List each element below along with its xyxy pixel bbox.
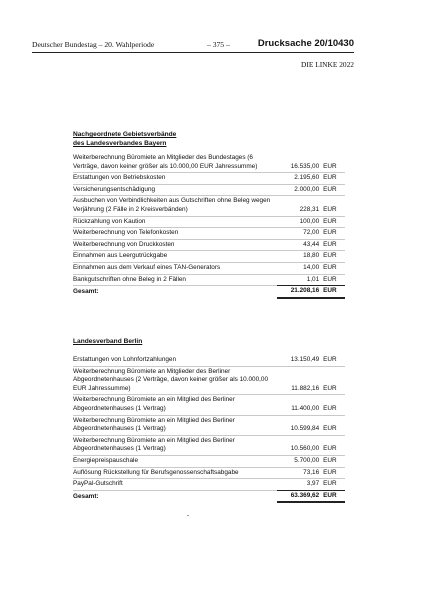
table-row <box>73 173 345 185</box>
row-description: Bankgutschriften ohne Beleg in 2 Fällen <box>73 274 277 286</box>
row-description: Rückzahlung von Kaution <box>73 216 277 228</box>
row-currency: EUR <box>323 479 345 491</box>
table-row <box>73 251 345 263</box>
row-amount: 16.535,00 <box>277 153 323 173</box>
row-amount: 3,97 <box>277 479 323 491</box>
row-currency: EUR <box>323 274 345 286</box>
row-currency: EUR <box>323 366 345 395</box>
row-description: Erstattungen von Lohnfortzahlungen <box>73 355 277 366</box>
row-currency: EUR <box>323 239 345 251</box>
row-description: Versicherungsentschädigung <box>73 184 277 196</box>
row-description: PayPal-Gutschrift <box>73 479 277 491</box>
row-amount: 10.560,00 <box>277 435 323 455</box>
section2-table <box>73 355 345 503</box>
row-currency: EUR <box>323 153 345 173</box>
row-amount: 13.150,49 <box>277 355 323 366</box>
row-description: Auflösung Rückstellung für Berufsgenossenschaftsabgabe <box>73 467 277 479</box>
row-currency: EUR <box>323 355 345 366</box>
page-header <box>32 38 354 52</box>
section1-title-line1: Nachgeordnete Gebietsverbände <box>73 131 177 138</box>
row-description: Weiterberechnung Büromiete an Mitglieder des Bundestages (6 Verträge, davon keiner größer als 10.000,00 EUR Jahressumme) <box>73 153 277 173</box>
table-row <box>73 262 345 274</box>
row-amount: 2.195,60 <box>277 173 323 185</box>
row-amount: 11.400,00 <box>277 395 323 415</box>
row-currency: EUR <box>323 196 345 216</box>
total-label: Gesamt: <box>73 288 99 296</box>
row-amount: 11.882,16 <box>277 366 323 395</box>
row-currency: EUR <box>323 262 345 274</box>
total-row <box>73 490 345 502</box>
party-line: DIE LINKE 2022 <box>301 60 354 69</box>
row-amount: 2.000,00 <box>277 184 323 196</box>
table-row <box>73 274 345 286</box>
row-currency: EUR <box>323 435 345 455</box>
total-label: Gesamt: <box>73 492 99 500</box>
row-amount: 43,44 <box>277 239 323 251</box>
table-row <box>73 355 345 366</box>
row-description: Energiepreispauschale <box>73 455 277 467</box>
table-row <box>73 239 345 251</box>
table-row <box>73 216 345 228</box>
row-amount: 18,80 <box>277 251 323 263</box>
table-row <box>73 196 345 216</box>
row-description: Einnahmen aus dem Verkauf eines TAN-Generators <box>73 262 277 274</box>
row-description: Weiterberechnung Büromiete an Mitglieder des Berliner Abgeordnetenhauses (2 Verträge, davon keiner größer als 10.000,00 EUR Jahressumme) <box>73 366 277 395</box>
row-currency: EUR <box>323 415 345 435</box>
row-amount: 5.700,00 <box>277 455 323 467</box>
table-row <box>73 153 345 173</box>
row-description: Weiterberechnung von Druckkosten <box>73 239 277 251</box>
header-divider <box>32 52 354 53</box>
row-description: Weiterberechnung Büromiete an ein Mitglied des Berliner Abgeordnetenhauses (1 Vertrag) <box>73 395 277 415</box>
total-row <box>73 286 345 298</box>
section1-title-line2: des Landesverbandes Bayern <box>73 140 167 147</box>
row-description: Erstattungen von Betriebskosten <box>73 173 277 185</box>
scan-speck <box>187 515 189 516</box>
table-row <box>73 366 345 395</box>
row-description: Weiterberechnung Büromiete an ein Mitglied des Berliner Abgeordnetenhauses (1 Vertrag) <box>73 435 277 455</box>
row-currency: EUR <box>323 184 345 196</box>
section2-title-line: Landesverband Berlin <box>73 338 143 345</box>
table-row <box>73 435 345 455</box>
table-row <box>73 455 345 467</box>
row-amount: 73,16 <box>277 467 323 479</box>
table-row <box>73 415 345 435</box>
total-currency: EUR <box>323 286 345 298</box>
row-amount: 14,00 <box>277 262 323 274</box>
total-currency: EUR <box>323 490 345 502</box>
row-currency: EUR <box>323 395 345 415</box>
table-row <box>73 184 345 196</box>
table-row <box>73 228 345 240</box>
header-page-number: – 375 – <box>207 40 230 49</box>
row-currency: EUR <box>323 173 345 185</box>
header-document-number: Drucksache 20/10430 <box>257 38 354 49</box>
row-amount: 228,31 <box>277 196 323 216</box>
total-amount: 21.208,16 <box>277 286 323 298</box>
row-amount: 72,00 <box>277 228 323 240</box>
header-publication: Deutscher Bundestag – 20. Wahlperiode <box>32 40 155 49</box>
section1-title <box>73 130 176 148</box>
row-amount: 100,00 <box>277 216 323 228</box>
row-currency: EUR <box>323 467 345 479</box>
row-currency: EUR <box>323 228 345 240</box>
row-amount: 1,01 <box>277 274 323 286</box>
row-currency: EUR <box>323 216 345 228</box>
row-description: Weiterberechnung von Telefonkosten <box>73 228 277 240</box>
row-description: Ausbuchen von Verbindlichkeiten aus Gutschriften ohne Beleg wegen Verjährung (2 Fälle in 2 Kreisverbänden) <box>73 196 277 216</box>
row-description: Einnahmen aus Leergutrückgabe <box>73 251 277 263</box>
section1-table <box>73 153 345 299</box>
table-row <box>73 467 345 479</box>
row-currency: EUR <box>323 455 345 467</box>
section2-title <box>73 337 142 346</box>
table-row <box>73 395 345 415</box>
total-amount: 63.369,62 <box>277 490 323 502</box>
row-description: Weiterberechnung Büromiete an ein Mitglied des Berliner Abgeordnetenhauses (1 Vertrag) <box>73 415 277 435</box>
row-currency: EUR <box>323 251 345 263</box>
row-amount: 10.599,84 <box>277 415 323 435</box>
table-row <box>73 479 345 491</box>
